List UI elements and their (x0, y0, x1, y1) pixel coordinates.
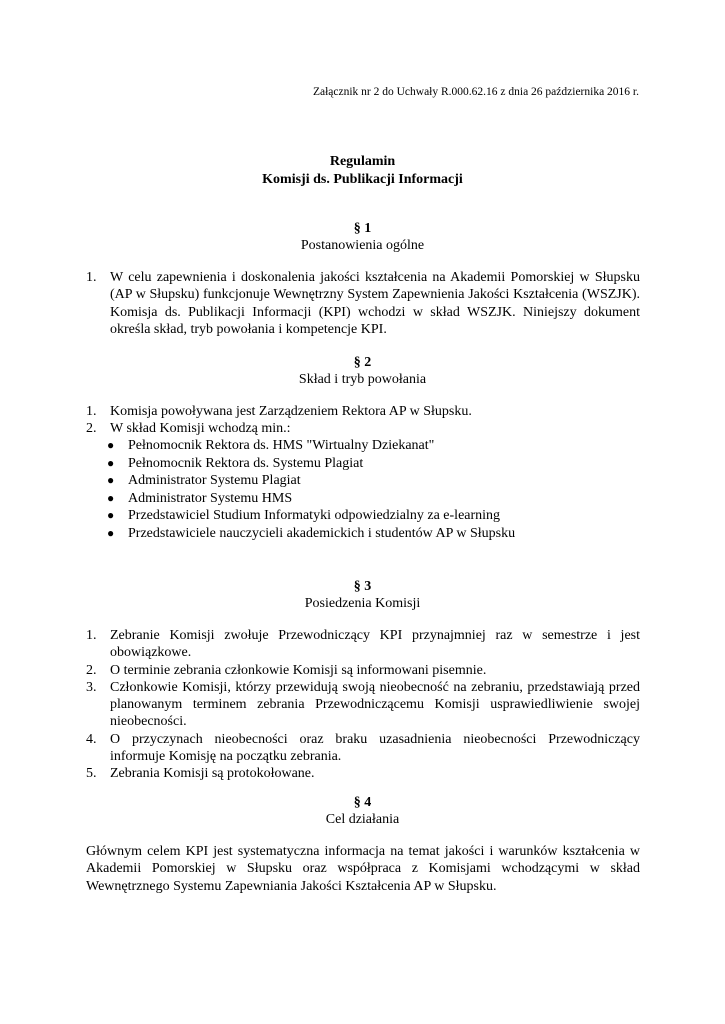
section-4-paragraph: Głównym celem KPI jest systematyczna informacja na temat jakości i warunków kształcenia w Akademii Pomorskiej w Słupsku oraz współpraca z Komisjami wchodzącymi w skład Wewnętrznego Systemu Zapewniania Jakości Kształcenia AP w Słupsku. (86, 844, 640, 894)
list-item (86, 662, 640, 679)
bullet-icon: ● (107, 490, 115, 505)
list-item-number: 1. (86, 628, 97, 643)
bullet-icon: ● (107, 438, 115, 452)
list-item-number: 2. (86, 421, 97, 437)
list-item (86, 420, 640, 437)
list-item (86, 765, 640, 782)
bullet-item (107, 507, 515, 525)
bullet-item (107, 525, 515, 543)
list-item (86, 627, 640, 662)
bullet-icon: ● (107, 455, 115, 470)
bullet-item (107, 437, 515, 455)
bullet-item (107, 472, 515, 490)
list-item-number: 5. (86, 766, 97, 782)
list-item (86, 403, 640, 420)
section-3-number: § 3 (353, 579, 372, 594)
list-item-text: W celu zapewnienia i doskonalenia jakości kształcenia na Akademii Pomorskiej w Słupsku (AP w Słupsku) funkcjonuje Wewnętrzny System Zapewnienia Jakości Kształcenia (WSZJK). Komisja ds. Publikacji Informacji (KPI) wchodzi w skład WSZJK. Niniejszy dokument określa skład, tryb powołania i kompetencje KPI. (110, 270, 640, 337)
bullet-text: Administrator Systemu Plagiat (128, 473, 301, 489)
document-subtitle: Komisji ds. Publikacji Informacji (262, 172, 463, 187)
list-item-number: 1. (86, 404, 97, 419)
list-item-text: W skład Komisji wchodzą min.: (110, 421, 291, 437)
list-item-text: O przyczynach nieobecności oraz braku uzasadnienia nieobecności Przewodniczący informuje Komisję na początku zebrania. (110, 731, 640, 765)
bullet-text: Pełnomocnik Rektora ds. HMS "Wirtualny Dziekanat" (128, 438, 435, 453)
list-item-text: Członkowie Komisji, którzy przewidują swoją nieobecność na zebraniu, przedstawiają przed planowanym terminem zebrania Przewodniczącemu Komisji usprawiedliwienie swojej nieobecności. (110, 679, 640, 730)
document-title: Regulamin (329, 154, 396, 169)
bullet-text: Przedstawiciel Studium Informatyki odpowiedzialny za e-learning (128, 508, 501, 524)
bullet-icon: ● (107, 508, 115, 523)
list-item-number: 1. (86, 270, 97, 285)
list-item (86, 731, 640, 766)
list-item (86, 269, 640, 338)
list-item-text: Zebranie Komisji zwołuje Przewodniczący KPI przynajmniej raz w semestrze i jest obowiązkowe. (110, 628, 640, 661)
section-2-number: § 2 (353, 355, 372, 370)
section-1-heading: Postanowienia ogólne (300, 238, 425, 253)
section-4-heading: Cel działania (325, 812, 400, 827)
bullet-item (107, 490, 515, 508)
section-2-heading: Skład i tryb powołania (298, 372, 427, 387)
section-3-list (86, 627, 640, 783)
section-2-members-list (107, 437, 515, 543)
bullet-text: Przedstawiciele nauczycieli akademickich i studentów AP w Słupsku (128, 525, 516, 541)
bullet-text: Pełnomocnik Rektora ds. Systemu Plagiat (128, 455, 364, 471)
bullet-item (107, 455, 515, 473)
list-item-number: 3. (86, 679, 97, 695)
section-2-list (86, 403, 640, 438)
bullet-icon: ● (107, 473, 115, 488)
list-item-number: 4. (86, 731, 97, 747)
attachment-note: Załącznik nr 2 do Uchwały R.000.62.16 z dnia 26 października 2016 r. (312, 86, 639, 98)
section-4-number: § 4 (353, 795, 372, 810)
section-1-number: § 1 (353, 221, 372, 236)
bullet-text: Administrator Systemu HMS (128, 490, 293, 506)
list-item (86, 679, 640, 731)
list-item-number: 2. (86, 662, 97, 678)
section-1-list (86, 269, 640, 338)
list-item-text: Zebrania Komisji są protokołowane. (110, 766, 315, 782)
section-3-heading: Posiedzenia Komisji (304, 596, 421, 611)
list-item-text: Komisja powoływana jest Zarządzeniem Rektora AP w Słupsku. (110, 404, 472, 419)
bullet-icon: ● (107, 525, 115, 540)
list-item-text: O terminie zebrania członkowie Komisji są informowani pisemnie. (110, 662, 487, 678)
